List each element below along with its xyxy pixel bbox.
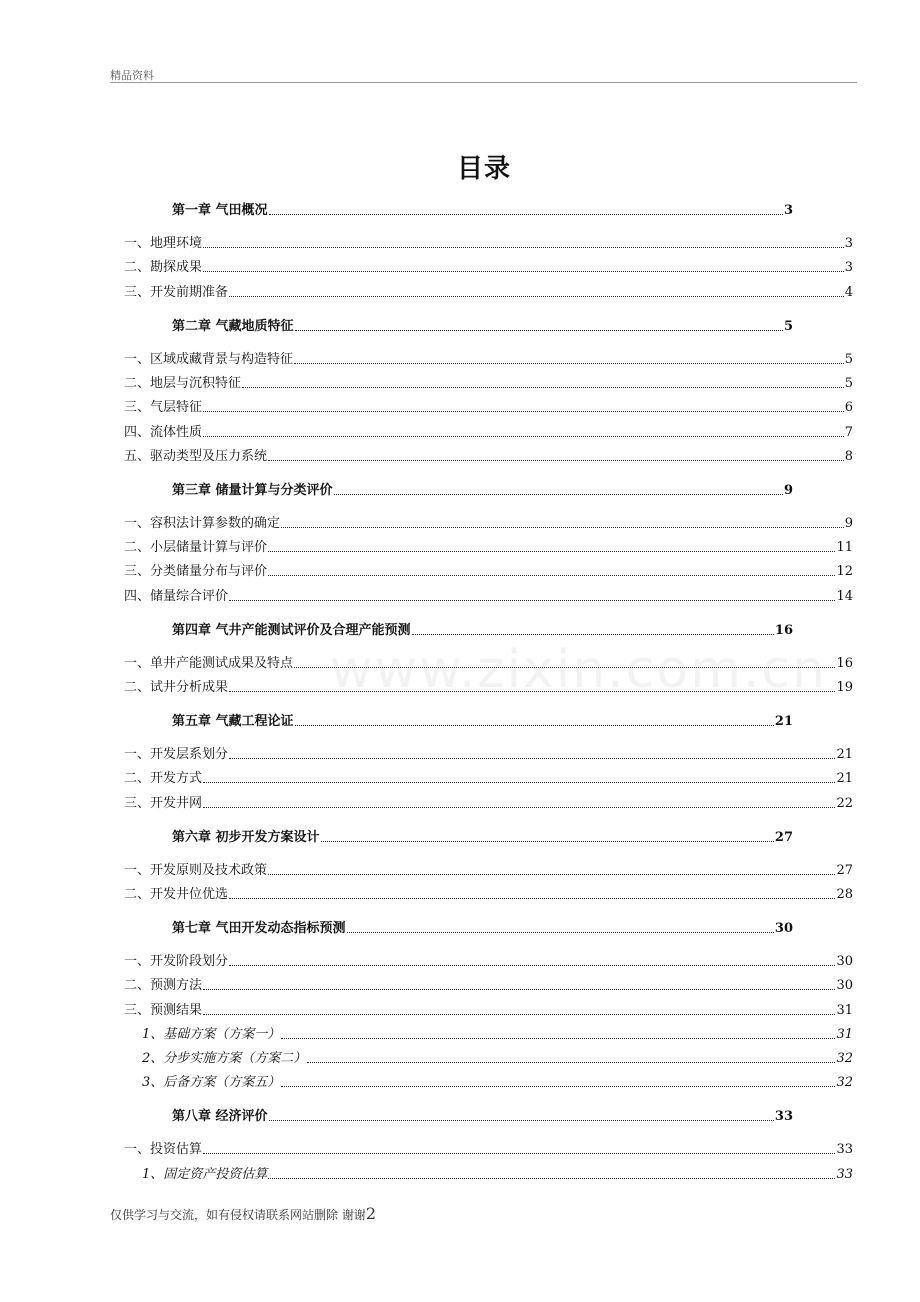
toc-entry-label: 1、固定资产投资估算 bbox=[142, 1166, 268, 1182]
toc-section-entry[interactable] bbox=[124, 886, 853, 904]
toc-entry-page: 9 bbox=[783, 482, 793, 498]
toc-entry-page: 12 bbox=[836, 564, 853, 580]
toc-entry-page: 8 bbox=[844, 448, 853, 464]
toc-entry-page: 30 bbox=[836, 953, 853, 969]
toc-entry-label: 二、小层储量计算与评价 bbox=[124, 540, 268, 556]
toc-section-entry[interactable] bbox=[124, 563, 853, 581]
dot-leader bbox=[412, 634, 774, 635]
toc-entry-label: 二、地层与沉积特征 bbox=[124, 375, 242, 391]
toc-section-entry[interactable] bbox=[124, 351, 853, 369]
toc-section-entry[interactable] bbox=[124, 539, 853, 557]
dot-leader bbox=[281, 1038, 835, 1039]
toc-section-entry[interactable] bbox=[124, 259, 853, 277]
toc-entry-label: 二、预测方法 bbox=[124, 978, 203, 994]
dot-leader bbox=[307, 1062, 835, 1063]
toc-entry-page: 21 bbox=[836, 747, 853, 762]
dot-leader bbox=[268, 874, 835, 875]
dot-leader bbox=[294, 363, 844, 364]
toc-section-entry[interactable] bbox=[142, 1074, 853, 1092]
toc-entry-page: 32 bbox=[836, 1051, 853, 1067]
toc-entry-label: 一、开发阶段划分 bbox=[124, 953, 229, 969]
dot-leader bbox=[203, 436, 844, 437]
toc-section-entry[interactable] bbox=[124, 515, 853, 533]
dot-leader bbox=[203, 807, 835, 808]
toc-section-entry[interactable] bbox=[142, 1050, 853, 1068]
toc-entry-label: 第七章 气田开发动态指标预测 bbox=[172, 920, 346, 936]
toc-entry-page: 3 bbox=[783, 203, 793, 218]
toc-section-entry[interactable] bbox=[124, 655, 853, 673]
toc-entry-label: 3、后备方案（方案五） bbox=[142, 1075, 281, 1091]
toc-entry-page: 16 bbox=[774, 622, 793, 638]
watermark: www.zixin.com.cn bbox=[330, 640, 827, 700]
toc-section-entry[interactable] bbox=[124, 588, 853, 606]
toc-entry-page: 3 bbox=[844, 260, 853, 276]
dot-leader bbox=[321, 841, 774, 842]
toc-entry-label: 第六章 初步开发方案设计 bbox=[172, 829, 320, 845]
toc-entry-page: 4 bbox=[844, 284, 853, 300]
toc-entry-page: 5 bbox=[844, 375, 853, 391]
dot-leader bbox=[203, 247, 844, 248]
toc-entry-label: 一、单井产能测试成果及特点 bbox=[124, 655, 294, 671]
toc-section-entry[interactable] bbox=[142, 1026, 853, 1044]
toc-entry-label: 2、分步实施方案（方案二） bbox=[142, 1051, 307, 1067]
dot-leader bbox=[347, 932, 774, 933]
toc-entry-label: 第三章 储量计算与分类评价 bbox=[172, 482, 333, 498]
dot-leader bbox=[295, 330, 783, 331]
toc-entry-page: 9 bbox=[844, 515, 853, 531]
dot-leader bbox=[268, 551, 835, 552]
page-title: 目录 bbox=[456, 154, 511, 184]
toc-entry-label: 三、开发井网 bbox=[124, 795, 203, 811]
toc-section-entry[interactable] bbox=[124, 1002, 853, 1020]
dot-leader bbox=[203, 782, 835, 783]
toc-entry-page: 31 bbox=[836, 1002, 853, 1018]
dot-leader bbox=[203, 1014, 835, 1015]
dot-leader bbox=[281, 527, 844, 528]
toc-entry-page: 32 bbox=[836, 1075, 853, 1091]
toc-section-entry[interactable] bbox=[124, 235, 853, 253]
toc-entry-label: 五、驱动类型及压力系统 bbox=[124, 448, 268, 464]
dot-leader bbox=[229, 600, 835, 601]
toc-section-entry[interactable] bbox=[142, 1166, 853, 1184]
toc-section-entry[interactable] bbox=[124, 399, 853, 417]
toc-section-entry[interactable] bbox=[124, 424, 853, 442]
dot-leader bbox=[268, 575, 835, 576]
toc-chapter-entry[interactable] bbox=[172, 713, 793, 731]
toc-entry-page: 27 bbox=[774, 829, 793, 845]
toc-entry-label: 二、开发方式 bbox=[124, 771, 203, 787]
dot-leader bbox=[269, 214, 783, 215]
toc-entry-page: 14 bbox=[836, 588, 853, 604]
dot-leader bbox=[203, 989, 835, 990]
toc-entry-label: 第八章 经济评价 bbox=[172, 1109, 268, 1125]
toc-section-entry[interactable] bbox=[124, 448, 853, 466]
toc-section-entry[interactable] bbox=[124, 375, 853, 393]
toc-entry-label: 第二章 气藏地质特征 bbox=[172, 318, 294, 334]
toc-entry-label: 一、区域成藏背景与构造特征 bbox=[124, 351, 294, 367]
toc-chapter-entry[interactable] bbox=[172, 1108, 793, 1126]
toc-entry-label: 一、开发层系划分 bbox=[124, 747, 229, 762]
dot-leader bbox=[229, 898, 835, 899]
toc-section-entry[interactable] bbox=[124, 284, 853, 302]
toc-entry-page: 30 bbox=[774, 920, 793, 936]
toc-section-entry[interactable] bbox=[124, 953, 853, 971]
toc-chapter-entry[interactable] bbox=[172, 318, 793, 336]
toc-entry-label: 第四章 气井产能测试评价及合理产能预测 bbox=[172, 622, 411, 638]
toc-entry-label: 一、开发原则及技术政策 bbox=[124, 862, 268, 878]
toc-entry-label: 二、开发井位优选 bbox=[124, 886, 229, 902]
dot-leader bbox=[242, 387, 844, 388]
toc-entry-page: 16 bbox=[836, 655, 853, 671]
toc-section-entry[interactable] bbox=[124, 1141, 853, 1159]
dot-leader bbox=[203, 411, 844, 412]
dot-leader bbox=[295, 725, 774, 726]
dot-leader bbox=[269, 1120, 774, 1121]
toc-entry-label: 一、容积法计算参数的确定 bbox=[124, 515, 281, 531]
toc-entry-page: 19 bbox=[836, 680, 853, 695]
toc-section-entry[interactable] bbox=[124, 746, 853, 764]
toc-entry-page: 28 bbox=[836, 886, 853, 902]
toc-entry-page: 21 bbox=[774, 714, 793, 729]
dot-leader bbox=[281, 1086, 835, 1087]
toc-entry-page: 7 bbox=[844, 424, 853, 440]
toc-section-entry[interactable] bbox=[124, 770, 853, 788]
toc-chapter-entry[interactable] bbox=[172, 920, 793, 938]
toc-section-entry[interactable] bbox=[124, 795, 853, 813]
dot-leader bbox=[229, 965, 835, 966]
toc-entry-page: 22 bbox=[836, 795, 853, 811]
toc-entry-page: 21 bbox=[836, 771, 853, 787]
toc-entry-label: 一、投资估算 bbox=[124, 1142, 203, 1158]
toc-entry-page: 30 bbox=[836, 978, 853, 994]
toc-section-entry[interactable] bbox=[124, 679, 853, 697]
toc-entry-label: 第一章 气田概况 bbox=[172, 203, 268, 218]
dot-leader bbox=[294, 667, 835, 668]
page-footer bbox=[110, 1204, 376, 1223]
dot-leader bbox=[229, 296, 844, 297]
toc-entry-page: 6 bbox=[844, 400, 853, 416]
toc-chapter-entry[interactable] bbox=[172, 829, 793, 847]
toc-entry-page: 31 bbox=[836, 1026, 853, 1042]
toc-entry-page: 5 bbox=[783, 318, 793, 334]
header-text: 精品资料 bbox=[110, 69, 154, 82]
toc-entry-page: 33 bbox=[774, 1109, 793, 1125]
toc-entry-page: 5 bbox=[844, 351, 853, 367]
toc-entry-label: 二、试井分析成果 bbox=[124, 680, 229, 695]
dot-leader bbox=[229, 758, 835, 759]
toc-entry-page: 11 bbox=[836, 540, 853, 556]
toc-entry-label: 三、分类储量分布与评价 bbox=[124, 564, 268, 580]
toc-chapter-entry[interactable] bbox=[172, 482, 793, 500]
toc-entry-label: 二、勘探成果 bbox=[124, 260, 203, 276]
toc-entry-label: 1、基础方案（方案一） bbox=[142, 1026, 281, 1042]
toc-entry-label: 三、预测结果 bbox=[124, 1002, 203, 1018]
dot-leader bbox=[203, 1153, 835, 1154]
toc-entry-page: 3 bbox=[844, 236, 853, 251]
toc-entry-page: 33 bbox=[836, 1166, 853, 1182]
toc-chapter-entry[interactable] bbox=[172, 202, 793, 220]
toc-entry-label: 一、地理环境 bbox=[124, 236, 203, 251]
footer-text: 仅供学习与交流，如有侵权请联系网站删除 谢谢 bbox=[110, 1208, 366, 1222]
page-number: 2 bbox=[365, 1204, 377, 1223]
toc-entry-label: 第五章 气藏工程论证 bbox=[172, 714, 294, 729]
toc-chapter-entry[interactable] bbox=[172, 622, 793, 640]
toc-entry-label: 四、储量综合评价 bbox=[124, 588, 229, 604]
toc-entry-label: 三、气层特征 bbox=[124, 400, 203, 416]
dot-leader bbox=[268, 460, 844, 461]
dot-leader bbox=[203, 271, 844, 272]
dot-leader bbox=[229, 691, 835, 692]
dot-leader bbox=[334, 494, 783, 495]
toc-entry-label: 三、开发前期准备 bbox=[124, 284, 229, 300]
toc-entry-page: 27 bbox=[836, 862, 853, 878]
toc-entry-label: 四、流体性质 bbox=[124, 424, 203, 440]
toc-section-entry[interactable] bbox=[124, 977, 853, 995]
dot-leader bbox=[268, 1178, 835, 1179]
toc-section-entry[interactable] bbox=[124, 862, 853, 880]
toc-entry-page: 33 bbox=[836, 1142, 853, 1158]
